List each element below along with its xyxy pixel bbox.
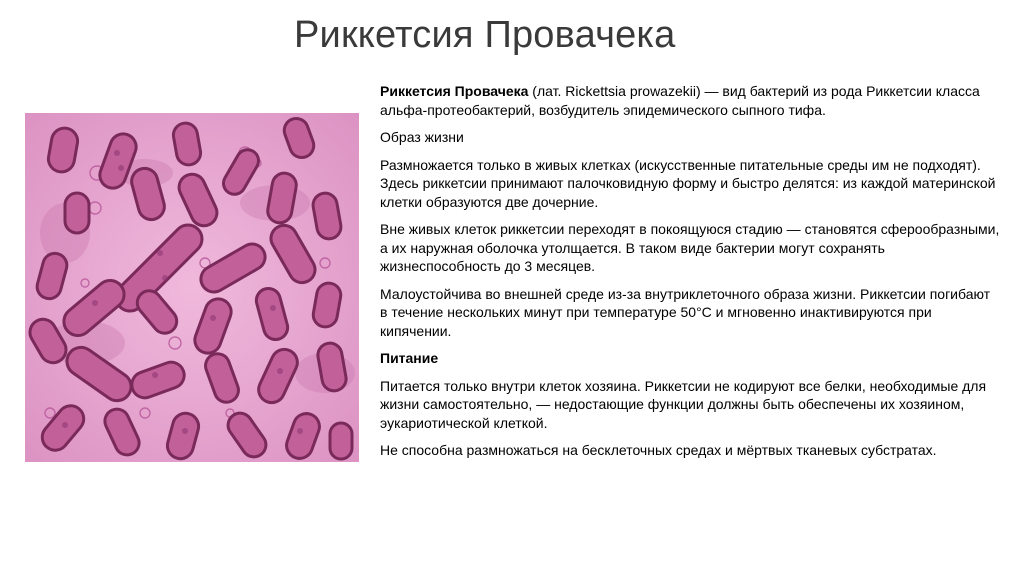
nutrition-paragraph-2: Не способна размножаться на бесклеточных средах и мёртвых тканевых субстратах. xyxy=(380,442,937,458)
lifestyle-paragraph-2: Вне живых клеток риккетсии переходят в покоящуюся стадию — становятся сферообразными, а их наружная оболочка утолщается. В таком виде бактерии могут сохранять жизнеспособность до 3 месяцев. xyxy=(380,221,1000,274)
intro-term: Риккетсия Провачека xyxy=(380,83,529,99)
micrograph-drawing xyxy=(25,113,359,462)
lifestyle-paragraph-1: Размножается только в живых клетках (искусственные питательные среды им не подходят). Здесь риккетсии принимают палочковидную форму и быстро делятся: из каждой материнской клетки образуются две дочерние. xyxy=(380,156,996,210)
intro-paragraph xyxy=(380,82,1000,119)
lifestyle-paragraph-3: Малоустойчива во внешней среде из-за внутриклеточного образа жизни. Риккетсии погибают в течение нескольких минут при температуре 50°С и мгновенно инактивируются при кипячении. xyxy=(380,285,991,339)
section-lifestyle-title: Образ жизни xyxy=(380,129,464,145)
slide-title: Риккетсия Провачека xyxy=(294,14,676,56)
intro-definition: (лат. Rickettsia prowazekii) — вид бактерий из рода Риккетсии класса альфа-протеобактерий, возбудитель эпидемического сыпного тифа. xyxy=(380,83,980,118)
description-column xyxy=(380,82,1000,469)
nutrition-paragraph-1: Питается только внутри клеток хозяина. Риккетсии не кодируют все белки, необходимые для жизни самостоятельно, — недостающие функции должны быть обеспечены их хозяином, эукариотической клеткой. xyxy=(380,377,987,431)
section-nutrition-title: Питание xyxy=(380,350,439,366)
bacteria-micrograph xyxy=(25,113,359,462)
